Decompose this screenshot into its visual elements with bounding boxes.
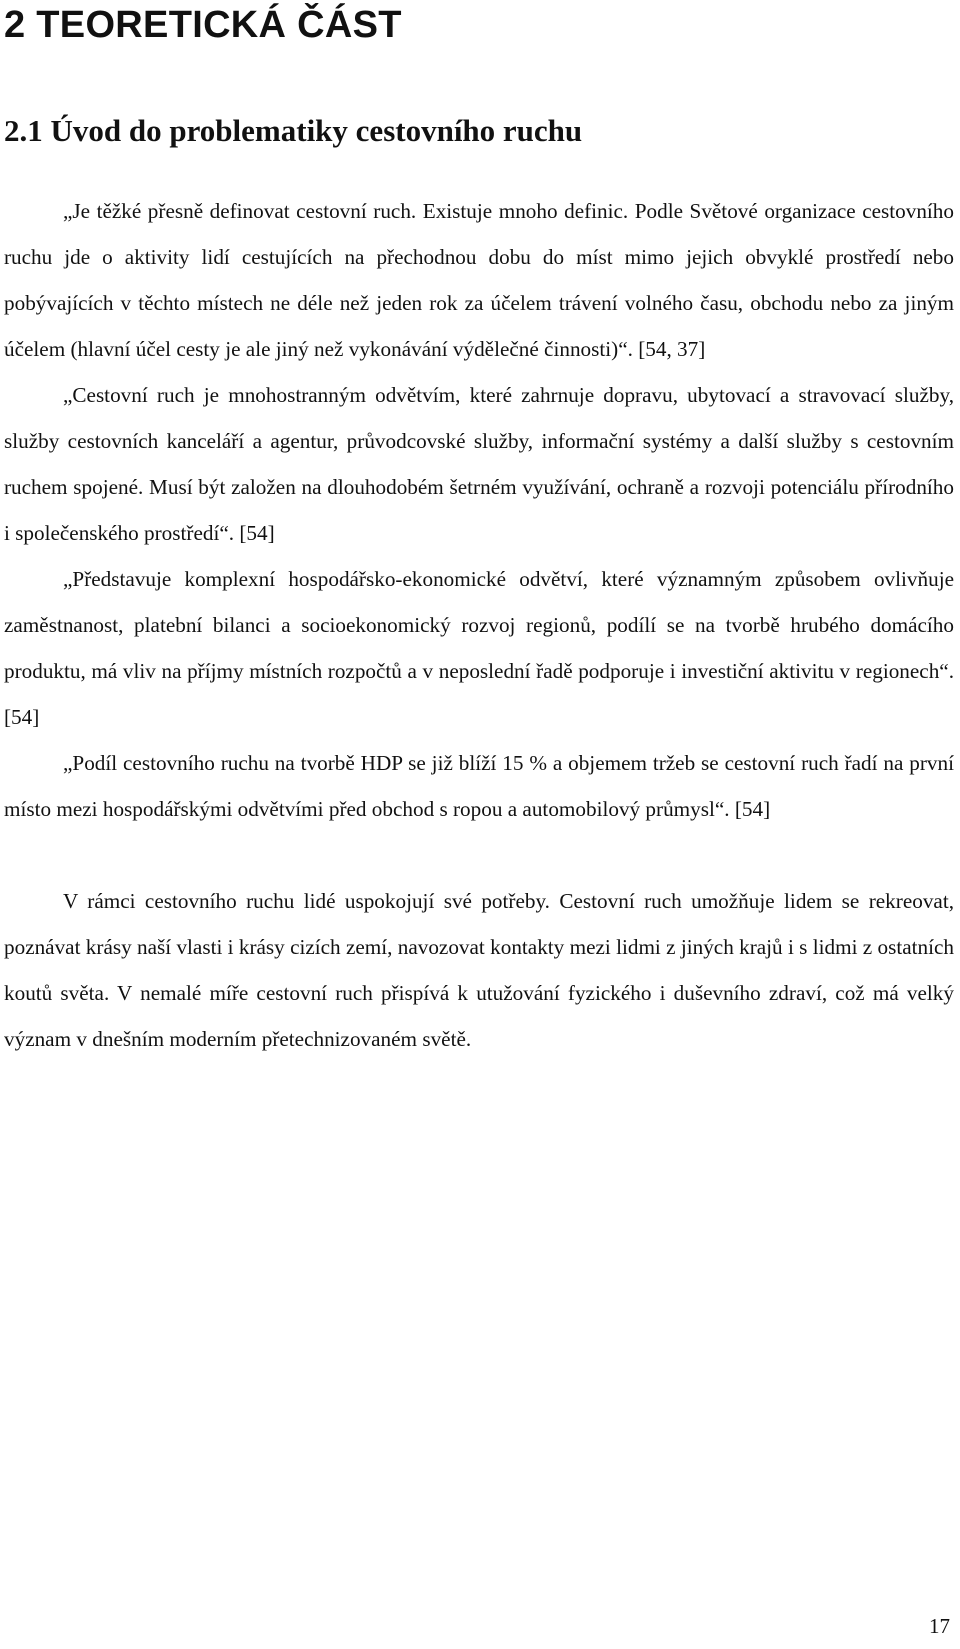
paragraph-needs: V rámci cestovního ruchu lidé uspokojují své potřeby. Cestovní ruch umožňuje lidem se rekreovat, poznávat krásy naší vlasti i krásy cizích zemí, navozovat kontakty mezi lidmi z jiných krajů i s lidmi z ostatních koutů světa. V nemalé míře cestovní ruch přispívá k utužování fyzického i duševního zdraví, což má velký význam v dnešním moderním přetechnizovaném světě.: [4, 889, 954, 1051]
page-number: 17: [929, 1614, 950, 1638]
paragraph-definition-quote: „Je těžké přesně definovat cestovní ruch. Existuje mnoho definic. Podle Světové organizace cestovního ruchu jde o aktivity lidí cestujících na přechodnou dobu do míst mimo jejich obvyklé prostředí nebo pobývajících v těchto místech ne déle než jeden rok za účelem trávení volného času, obchodu nebo za jiným účelem (hlavní účel cesty je ale jiný než vykonávání výdělečné činnosti)“. [54, 37]: [4, 199, 954, 361]
paragraph-gdp-quote: „Podíl cestovního ruchu na tvorbě HDP se již blíží 15 % a objemem tržeb se cestovní ruch řadí na první místo mezi hospodářskými odvětvími před obchod s ropou a automobilový průmysl“. [54]: [4, 751, 954, 821]
body-text: [4, 188, 954, 1062]
chapter-heading: 2 TEORETICKÁ ČÁST: [4, 4, 402, 46]
section-heading: 2.1 Úvod do problematiky cestovního ruchu: [4, 113, 583, 148]
paragraph-economy-quote: „Představuje komplexní hospodářsko-ekonomické odvětví, které významným způsobem ovlivňuje zaměstnanost, platební bilanci a socioekonomický rozvoj regionů, podílí se na tvorbě hrubého domácího produktu, má vliv na příjmy místních rozpočtů a v neposlední řadě podporuje i investiční aktivitu v regionech“. [54]: [4, 567, 954, 729]
paragraph-industry-quote: „Cestovní ruch je mnohostranným odvětvím, které zahrnuje dopravu, ubytovací a stravovací služby, služby cestovních kanceláří a agentur, průvodcovské služby, informační systémy a další služby s cestovním ruchem spojené. Musí být založen na dlouhodobém šetrném využívání, ochraně a rozvoji potenciálu přírodního i společenského prostředí“. [54]: [4, 383, 954, 545]
